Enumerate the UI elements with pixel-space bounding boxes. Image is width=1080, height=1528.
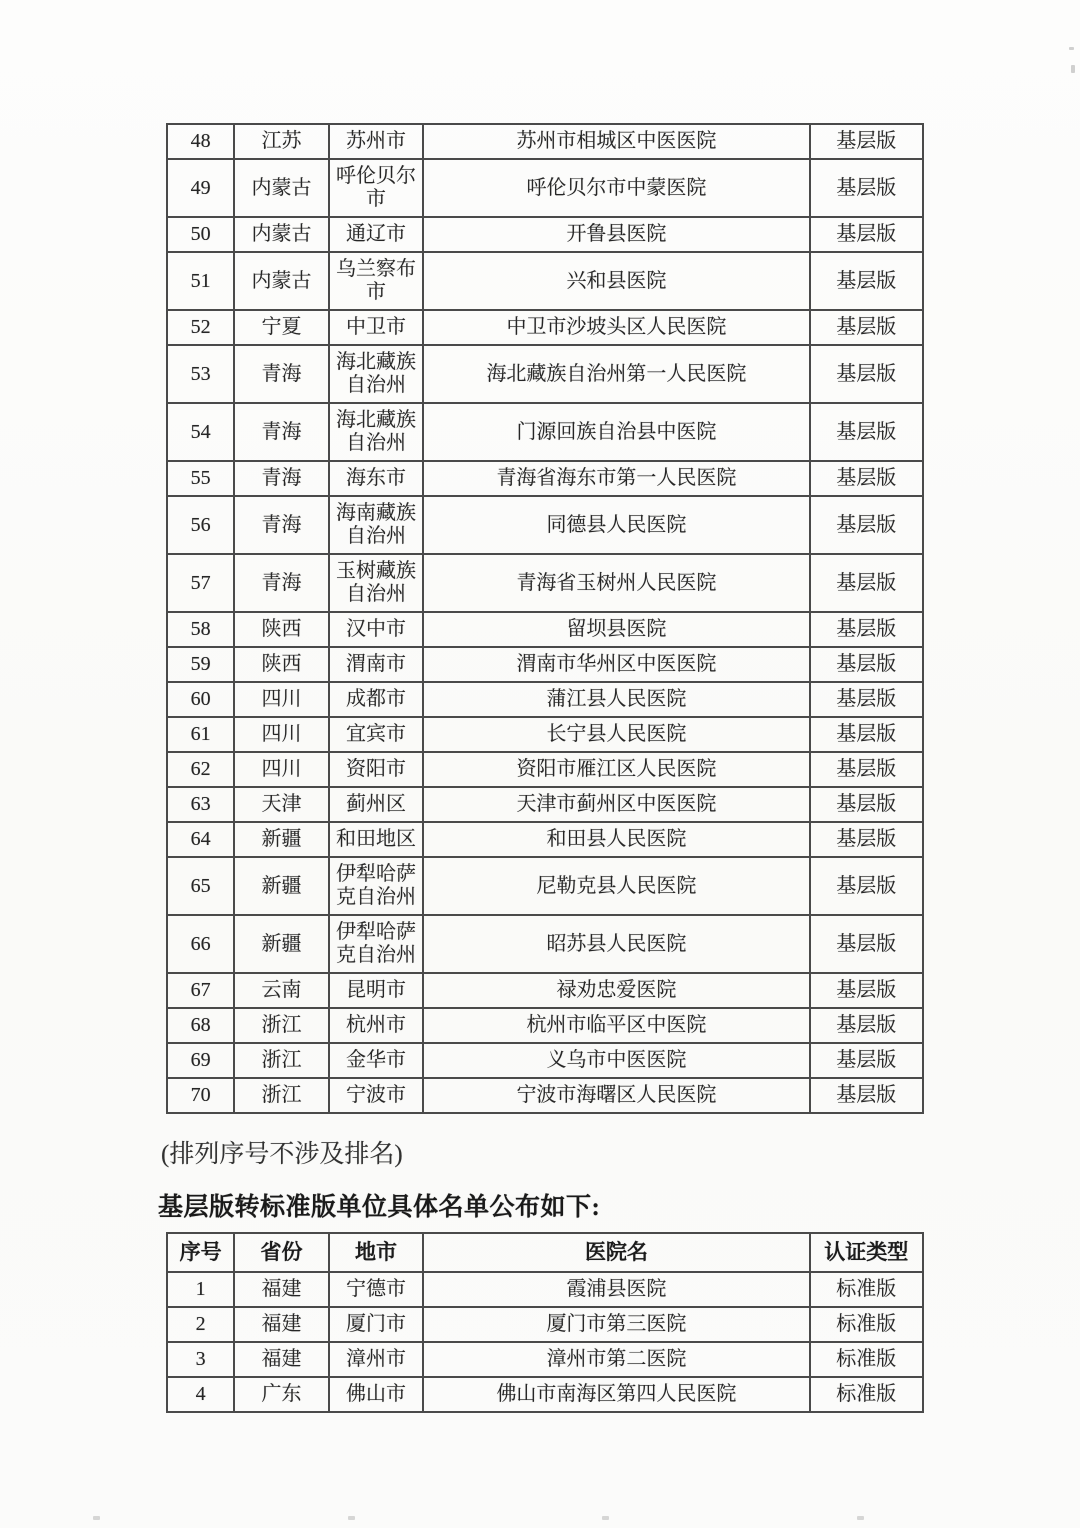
cell-hospital: 蒲江县人民医院 — [423, 682, 809, 717]
cell-city: 汉中市 — [329, 612, 424, 647]
cell-no: 62 — [167, 752, 234, 787]
cell-hospital: 开鲁县医院 — [423, 217, 809, 252]
table-row — [167, 159, 923, 217]
cell-province: 四川 — [234, 717, 329, 752]
cell-hospital: 和田县人民医院 — [423, 822, 809, 857]
cell-province: 云南 — [234, 973, 329, 1008]
cell-city: 伊犁哈萨克自治州 — [329, 915, 424, 973]
cell-province: 浙江 — [234, 1078, 329, 1113]
cell-type: 基层版 — [810, 822, 923, 857]
cell-province: 青海 — [234, 403, 329, 461]
cell-province: 内蒙古 — [234, 217, 329, 252]
cell-type: 基层版 — [810, 717, 923, 752]
cell-type: 标准版 — [810, 1272, 923, 1307]
cell-province: 陕西 — [234, 647, 329, 682]
cell-type: 基层版 — [810, 159, 923, 217]
cell-no: 1 — [167, 1272, 234, 1307]
cell-type: 标准版 — [810, 1342, 923, 1377]
cell-province: 四川 — [234, 752, 329, 787]
cell-type: 基层版 — [810, 973, 923, 1008]
column-header-province: 省份 — [234, 1233, 329, 1272]
cell-hospital: 门源回族自治县中医院 — [423, 403, 809, 461]
scan-speck — [348, 1516, 355, 1520]
scan-speck — [1069, 47, 1074, 50]
cell-no: 51 — [167, 252, 234, 310]
cell-type: 基层版 — [810, 345, 923, 403]
cell-hospital: 同德县人民医院 — [423, 496, 809, 554]
cell-type: 基层版 — [810, 252, 923, 310]
cell-type: 基层版 — [810, 496, 923, 554]
cell-no: 53 — [167, 345, 234, 403]
cell-hospital: 义乌市中医医院 — [423, 1043, 809, 1078]
column-header-type: 认证类型 — [810, 1233, 923, 1272]
cell-type: 基层版 — [810, 1008, 923, 1043]
cell-no: 59 — [167, 647, 234, 682]
cell-no: 4 — [167, 1377, 234, 1412]
cell-province: 新疆 — [234, 915, 329, 973]
cell-province: 广东 — [234, 1377, 329, 1412]
table-row — [167, 252, 923, 310]
cell-hospital: 青海省玉树州人民医院 — [423, 554, 809, 612]
cell-hospital: 昭苏县人民医院 — [423, 915, 809, 973]
cell-no: 68 — [167, 1008, 234, 1043]
cell-city: 金华市 — [329, 1043, 424, 1078]
header-row — [167, 1233, 923, 1272]
cell-no: 48 — [167, 124, 234, 159]
cell-type: 基层版 — [810, 787, 923, 822]
cell-province: 宁夏 — [234, 310, 329, 345]
cell-type: 基层版 — [810, 403, 923, 461]
column-header-no: 序号 — [167, 1233, 234, 1272]
cell-no: 49 — [167, 159, 234, 217]
table-row — [167, 345, 923, 403]
cell-no: 56 — [167, 496, 234, 554]
table-row — [167, 461, 923, 496]
cell-city: 通辽市 — [329, 217, 424, 252]
cell-city: 苏州市 — [329, 124, 424, 159]
cell-hospital: 漳州市第二医院 — [423, 1342, 809, 1377]
table-row — [167, 124, 923, 159]
cell-type: 基层版 — [810, 217, 923, 252]
cell-city: 海东市 — [329, 461, 424, 496]
cell-no: 52 — [167, 310, 234, 345]
cell-type: 基层版 — [810, 461, 923, 496]
scan-speck — [857, 1516, 864, 1520]
scan-speck — [602, 1516, 609, 1520]
cell-province: 青海 — [234, 345, 329, 403]
cell-no: 2 — [167, 1307, 234, 1342]
table-row — [167, 1043, 923, 1078]
cell-province: 青海 — [234, 496, 329, 554]
cell-city: 海北藏族自治州 — [329, 345, 424, 403]
cell-no: 61 — [167, 717, 234, 752]
cell-province: 福建 — [234, 1272, 329, 1307]
cell-province: 浙江 — [234, 1008, 329, 1043]
cell-city: 宜宾市 — [329, 717, 424, 752]
table-row — [167, 822, 923, 857]
cell-hospital: 长宁县人民医院 — [423, 717, 809, 752]
cell-city: 漳州市 — [329, 1342, 424, 1377]
cell-city: 成都市 — [329, 682, 424, 717]
cell-hospital: 中卫市沙坡头区人民医院 — [423, 310, 809, 345]
cell-type: 基层版 — [810, 310, 923, 345]
cell-no: 3 — [167, 1342, 234, 1377]
table-row — [167, 752, 923, 787]
cell-city: 杭州市 — [329, 1008, 424, 1043]
cell-no: 64 — [167, 822, 234, 857]
section-heading-jiceng-to-biaozhun: 基层版转标准版单位具体名单公布如下: — [158, 1194, 601, 1221]
table-row — [167, 1307, 923, 1342]
cell-type: 标准版 — [810, 1307, 923, 1342]
table-row — [167, 787, 923, 822]
cell-city: 呼伦贝尔市 — [329, 159, 424, 217]
cell-province: 四川 — [234, 682, 329, 717]
cell-city: 中卫市 — [329, 310, 424, 345]
cell-no: 69 — [167, 1043, 234, 1078]
cell-city: 乌兰察布市 — [329, 252, 424, 310]
table-row — [167, 1078, 923, 1113]
cell-city: 玉树藏族自治州 — [329, 554, 424, 612]
cell-hospital: 留坝县医院 — [423, 612, 809, 647]
jiceng-hospital-table — [166, 123, 924, 1114]
cell-city: 宁德市 — [329, 1272, 424, 1307]
cell-type: 基层版 — [810, 554, 923, 612]
cell-city: 海北藏族自治州 — [329, 403, 424, 461]
cell-city: 海南藏族自治州 — [329, 496, 424, 554]
cell-hospital: 兴和县医院 — [423, 252, 809, 310]
table-row — [167, 682, 923, 717]
cell-city: 蓟州区 — [329, 787, 424, 822]
cell-type: 标准版 — [810, 1377, 923, 1412]
cell-province: 新疆 — [234, 857, 329, 915]
column-header-city: 地市 — [329, 1233, 424, 1272]
cell-province: 新疆 — [234, 822, 329, 857]
cell-no: 63 — [167, 787, 234, 822]
table-row — [167, 1272, 923, 1307]
cell-type: 基层版 — [810, 612, 923, 647]
cell-no: 67 — [167, 973, 234, 1008]
cell-city: 资阳市 — [329, 752, 424, 787]
cell-type: 基层版 — [810, 1043, 923, 1078]
cell-no: 65 — [167, 857, 234, 915]
table-row — [167, 496, 923, 554]
cell-no: 60 — [167, 682, 234, 717]
cell-province: 青海 — [234, 461, 329, 496]
cell-province: 内蒙古 — [234, 159, 329, 217]
cell-city: 厦门市 — [329, 1307, 424, 1342]
page-content — [158, 123, 926, 1413]
column-header-hospital: 医院名 — [423, 1233, 809, 1272]
table-row — [167, 403, 923, 461]
cell-city: 和田地区 — [329, 822, 424, 857]
cell-no: 50 — [167, 217, 234, 252]
cell-hospital: 渭南市华州区中医医院 — [423, 647, 809, 682]
cell-no: 55 — [167, 461, 234, 496]
cell-province: 内蒙古 — [234, 252, 329, 310]
cell-no: 70 — [167, 1078, 234, 1113]
cell-hospital: 宁波市海曙区人民医院 — [423, 1078, 809, 1113]
cell-hospital: 呼伦贝尔市中蒙医院 — [423, 159, 809, 217]
cell-no: 57 — [167, 554, 234, 612]
cell-hospital: 佛山市南海区第四人民医院 — [423, 1377, 809, 1412]
cell-province: 江苏 — [234, 124, 329, 159]
table-row — [167, 1342, 923, 1377]
cell-type: 基层版 — [810, 682, 923, 717]
table-row — [167, 217, 923, 252]
cell-type: 基层版 — [810, 647, 923, 682]
cell-hospital: 霞浦县医院 — [423, 1272, 809, 1307]
cell-type: 基层版 — [810, 915, 923, 973]
cell-province: 福建 — [234, 1342, 329, 1377]
cell-no: 54 — [167, 403, 234, 461]
cell-city: 佛山市 — [329, 1377, 424, 1412]
cell-city: 伊犁哈萨克自治州 — [329, 857, 424, 915]
table-row — [167, 1377, 923, 1412]
cell-type: 基层版 — [810, 752, 923, 787]
biaozhun-hospital-table — [166, 1232, 924, 1413]
table-row — [167, 857, 923, 915]
table-row — [167, 973, 923, 1008]
cell-hospital: 厦门市第三医院 — [423, 1307, 809, 1342]
cell-no: 58 — [167, 612, 234, 647]
cell-hospital: 尼勒克县人民医院 — [423, 857, 809, 915]
scan-speck — [93, 1516, 100, 1520]
cell-hospital: 天津市蓟州区中医医院 — [423, 787, 809, 822]
cell-province: 青海 — [234, 554, 329, 612]
table-row — [167, 612, 923, 647]
cell-type: 基层版 — [810, 1078, 923, 1113]
cell-hospital: 苏州市相城区中医医院 — [423, 124, 809, 159]
cell-hospital: 资阳市雁江区人民医院 — [423, 752, 809, 787]
cell-city: 昆明市 — [329, 973, 424, 1008]
cell-province: 福建 — [234, 1307, 329, 1342]
table-row — [167, 647, 923, 682]
cell-type: 基层版 — [810, 124, 923, 159]
table-row — [167, 915, 923, 973]
ranking-disclaimer-note: (排列序号不涉及排名) — [161, 1141, 403, 1168]
scan-speck — [1071, 65, 1075, 73]
cell-hospital: 海北藏族自治州第一人民医院 — [423, 345, 809, 403]
cell-city: 宁波市 — [329, 1078, 424, 1113]
table-row — [167, 554, 923, 612]
table-row — [167, 717, 923, 752]
cell-city: 渭南市 — [329, 647, 424, 682]
cell-no: 66 — [167, 915, 234, 973]
cell-province: 陕西 — [234, 612, 329, 647]
cell-type: 基层版 — [810, 857, 923, 915]
cell-hospital: 杭州市临平区中医院 — [423, 1008, 809, 1043]
cell-province: 浙江 — [234, 1043, 329, 1078]
cell-hospital: 青海省海东市第一人民医院 — [423, 461, 809, 496]
cell-hospital: 禄劝忠爱医院 — [423, 973, 809, 1008]
cell-province: 天津 — [234, 787, 329, 822]
table-row — [167, 1008, 923, 1043]
table-row — [167, 310, 923, 345]
